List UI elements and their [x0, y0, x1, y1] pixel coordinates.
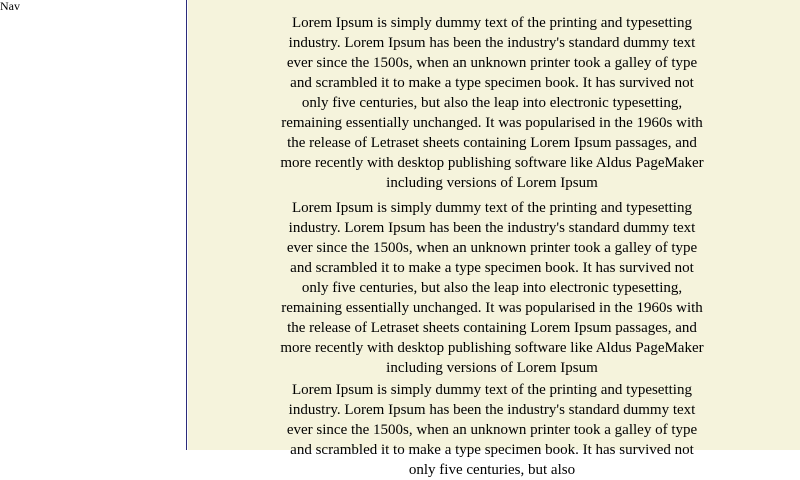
content-paragraph: Lorem Ipsum is simply dummy text of the printing and typesetting industry. Lorem Ipsum has been the industry's standard dummy text ever since the 1500s, when an unknown printer took a galley of type and scrambled it to make a type specimen book. It has survived not only five centuries, but also the leap into electronic typesetting, remaining essentially unchanged. It was popularised in the 1960s with the release of Letraset sheets containing Lorem Ipsum passages, and more recently with desktop publishing software like Aldus PageMaker including versions of Lorem Ipsum	[280, 200, 704, 376]
nav-sidebar	[0, 0, 187, 450]
content-paragraph: Lorem Ipsum is simply dummy text of the printing and typesetting industry. Lorem Ipsum has been the industry's standard dummy text ever since the 1500s, when an unknown printer took a galley of type and scrambled it to make a type specimen book. It has survived not only five centuries, but also	[286, 382, 698, 478]
nav-label: Nav	[0, 0, 20, 13]
content-paragraph: Lorem Ipsum is simply dummy text of the printing and typesetting industry. Lorem Ipsum has been the industry's standard dummy text ever since the 1500s, when an unknown printer took a galley of type and scrambled it to make a type specimen book. It has survived not only five centuries, but also the leap into electronic typesetting, remaining essentially unchanged. It was popularised in the 1960s with the release of Letraset sheets containing Lorem Ipsum passages, and more recently with desktop publishing software like Aldus PageMaker including versions of Lorem Ipsum	[280, 15, 704, 191]
main-content	[188, 0, 800, 478]
